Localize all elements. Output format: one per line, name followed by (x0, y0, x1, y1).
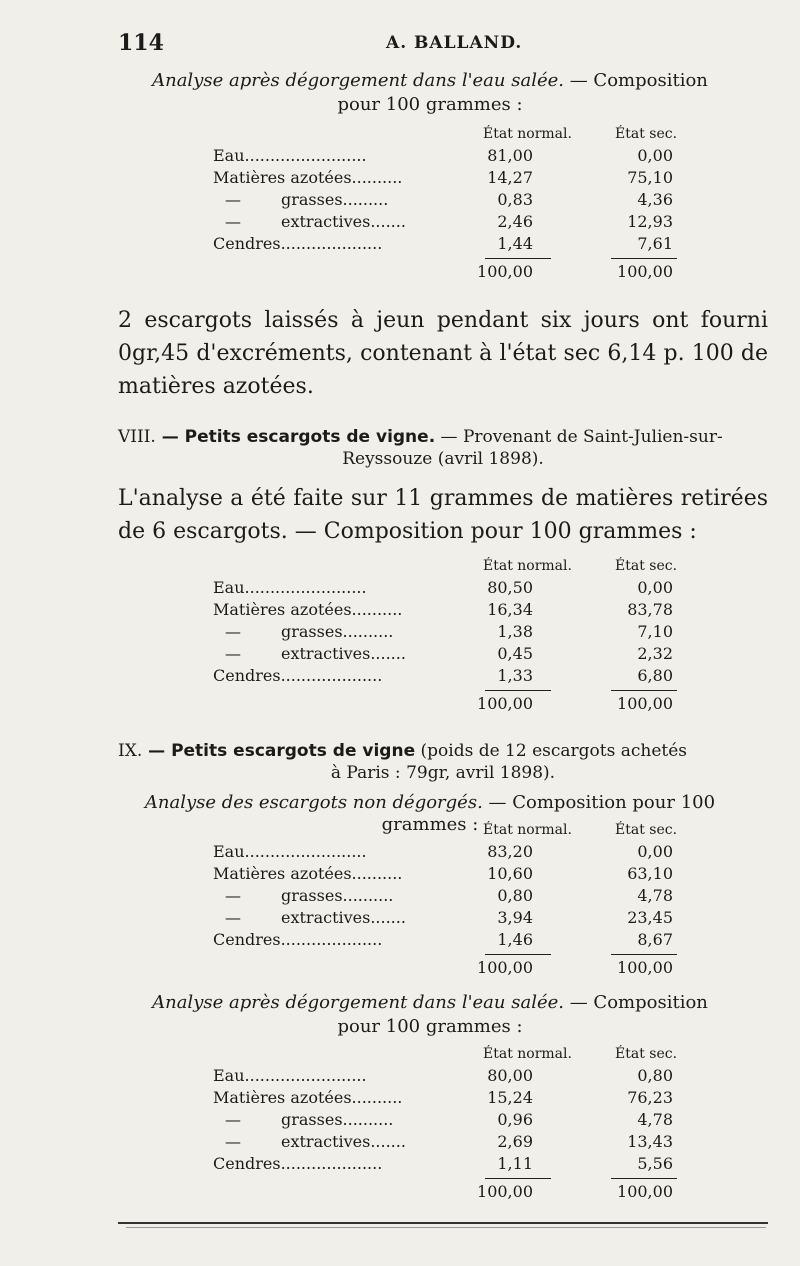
col-header-sec: État sec. (615, 126, 678, 142)
value-normal: 10,60 (487, 864, 533, 883)
row-label: Eau........................ (213, 842, 367, 861)
row-label (213, 886, 393, 905)
table-row (213, 578, 683, 600)
ditto-dash: — (225, 908, 241, 927)
value-sec: 76,23 (627, 1088, 673, 1107)
row-label: Matières azotées.......... (213, 1088, 403, 1107)
col-header-normal: État normal. (483, 126, 572, 142)
value-sec: 8,67 (637, 930, 673, 949)
table-row (213, 212, 683, 234)
value-sec: 7,61 (637, 234, 673, 253)
row-label-text: extractives....... (281, 212, 406, 231)
col-header-normal: État normal. (483, 1046, 572, 1062)
value-sec: 4,78 (637, 886, 673, 905)
table-row (213, 842, 683, 864)
table-row (213, 1132, 683, 1154)
row-label-text: grasses.......... (281, 1110, 394, 1129)
value-sec: 75,10 (627, 168, 673, 187)
value-sec: 2,32 (637, 644, 673, 663)
table-row (213, 600, 683, 622)
row-label-text: grasses.......... (281, 886, 394, 905)
value-sec: 63,10 (627, 864, 673, 883)
row-label (213, 1132, 406, 1151)
table3 (213, 822, 683, 988)
table3-caption: Analyse des escargots non dégorgés. — Composition pour 100 grammes : (144, 792, 716, 835)
value-sec: 0,80 (637, 1066, 673, 1085)
row-label (213, 212, 406, 231)
table-row (213, 234, 683, 256)
value-sec: 5,56 (637, 1154, 673, 1173)
value-sec: 0,00 (637, 146, 673, 165)
value-normal: 80,00 (487, 1066, 533, 1085)
table4-caption: Analyse après dégorgement dans l'eau salée. — Composition (152, 992, 708, 1013)
row-label (213, 622, 393, 641)
col-header-normal: État normal. (483, 558, 572, 574)
total-row (213, 694, 683, 716)
row-label: Eau........................ (213, 578, 367, 597)
table1-caption: Analyse après dégorgement dans l'eau salée. — Composition (152, 70, 708, 91)
col-header-sec: État sec. (615, 822, 678, 838)
bottom-rule-thin (126, 1227, 766, 1228)
row-label (213, 908, 406, 927)
paragraph-excrements: 2 escargots laissés à jeun pendant six jours ont fourni 0gr,45 d'excréments, contenant à l'état sec 6,14 p. 100 de matières azotées. (118, 308, 768, 399)
sum-rule (611, 1178, 677, 1179)
total-normal: 100,00 (477, 694, 533, 713)
section-ix-heading-line2: à Paris : 79gr, avril 1898). (330, 763, 556, 783)
value-normal: 1,46 (497, 930, 533, 949)
row-label: Cendres.................... (213, 234, 383, 253)
sum-rule (611, 954, 677, 955)
total-normal: 100,00 (477, 262, 533, 281)
section-viii-heading: VIII. — Petits escargots de vigne. — Provenant de Saint-Julien-sur- (118, 427, 723, 447)
ditto-dash: — (225, 886, 241, 905)
value-normal: 80,50 (487, 578, 533, 597)
sum-rule (611, 690, 677, 691)
ditto-dash: — (225, 1110, 241, 1129)
value-normal: 0,45 (497, 644, 533, 663)
table-row (213, 146, 683, 168)
table4-caption-line2: pour 100 grammes : (337, 1016, 523, 1037)
value-normal: 16,34 (487, 600, 533, 619)
value-normal: 2,46 (497, 212, 533, 231)
section-viii-heading-line2: Reyssouze (avril 1898). (342, 449, 544, 469)
value-sec: 83,78 (627, 600, 673, 619)
value-normal: 3,94 (497, 908, 533, 927)
table-row (213, 1088, 683, 1110)
table2 (213, 558, 683, 724)
table-row (213, 168, 683, 190)
sum-rule (611, 258, 677, 259)
row-label: Cendres.................... (213, 930, 383, 949)
total-sec: 100,00 (617, 262, 673, 281)
row-label-text: grasses.......... (281, 622, 394, 641)
value-normal: 0,96 (497, 1110, 533, 1129)
table-row (213, 1066, 683, 1088)
row-label-text: extractives....... (281, 908, 406, 927)
value-normal: 1,11 (497, 1154, 533, 1173)
page-number: 114 (118, 30, 164, 56)
total-row (213, 262, 683, 284)
table-row (213, 190, 683, 212)
table-row (213, 930, 683, 952)
row-label: Eau........................ (213, 146, 367, 165)
total-row (213, 958, 683, 980)
value-normal: 15,24 (487, 1088, 533, 1107)
row-label-text: extractives....... (281, 1132, 406, 1151)
value-sec: 13,43 (627, 1132, 673, 1151)
row-label (213, 190, 388, 209)
page-header (118, 30, 738, 56)
value-normal: 14,27 (487, 168, 533, 187)
total-normal: 100,00 (477, 958, 533, 977)
row-label: Matières azotées.......... (213, 864, 403, 883)
total-row (213, 1182, 683, 1204)
row-label: Matières azotées.......... (213, 168, 403, 187)
value-normal: 1,38 (497, 622, 533, 641)
section-ix-heading: IX. — Petits escargots de vigne (poids de 12 escargots achetés (118, 741, 688, 761)
table-row (213, 908, 683, 930)
table-row (213, 644, 683, 666)
table-row (213, 1110, 683, 1132)
row-label-text: grasses......... (281, 190, 389, 209)
value-sec: 0,00 (637, 578, 673, 597)
total-sec: 100,00 (617, 1182, 673, 1201)
total-sec: 100,00 (617, 958, 673, 977)
value-normal: 1,33 (497, 666, 533, 685)
table1 (213, 126, 683, 296)
paragraph-analysis-viii: L'analyse a été faite sur 11 grammes de matières retirées de 6 escargots. — Composition pour 100 grammes : (118, 486, 768, 544)
total-normal: 100,00 (477, 1182, 533, 1201)
value-sec: 12,93 (627, 212, 673, 231)
table-row (213, 666, 683, 688)
table-row (213, 864, 683, 886)
value-sec: 4,78 (637, 1110, 673, 1129)
total-sec: 100,00 (617, 694, 673, 713)
sum-rule (485, 258, 551, 259)
row-label: Eau........................ (213, 1066, 367, 1085)
table-row (213, 1154, 683, 1176)
col-header-sec: État sec. (615, 1046, 678, 1062)
value-normal: 81,00 (487, 146, 533, 165)
col-header-normal: État normal. (483, 822, 572, 838)
value-sec: 23,45 (627, 908, 673, 927)
value-sec: 7,10 (637, 622, 673, 641)
value-normal: 0,83 (497, 190, 533, 209)
row-label: Matières azotées.......... (213, 600, 403, 619)
value-normal: 1,44 (497, 234, 533, 253)
sum-rule (485, 690, 551, 691)
sum-rule (485, 1178, 551, 1179)
table-row (213, 622, 683, 644)
ditto-dash: — (225, 622, 241, 641)
value-sec: 6,80 (637, 666, 673, 685)
value-sec: 0,00 (637, 842, 673, 861)
ditto-dash: — (225, 644, 241, 663)
running-head: A. BALLAND. (386, 33, 523, 53)
row-label-text: extractives....... (281, 644, 406, 663)
table-row (213, 886, 683, 908)
bottom-rule (118, 1222, 768, 1224)
sum-rule (485, 954, 551, 955)
value-normal: 0,80 (497, 886, 533, 905)
value-sec: 4,36 (637, 190, 673, 209)
table4 (213, 1046, 683, 1212)
ditto-dash: — (225, 212, 241, 231)
col-header-sec: État sec. (615, 558, 678, 574)
ditto-dash: — (225, 190, 241, 209)
row-label (213, 1110, 393, 1129)
row-label: Cendres.................... (213, 1154, 383, 1173)
value-normal: 2,69 (497, 1132, 533, 1151)
table1-caption-line2: pour 100 grammes : (337, 94, 523, 115)
value-normal: 83,20 (487, 842, 533, 861)
row-label (213, 644, 406, 663)
ditto-dash: — (225, 1132, 241, 1151)
row-label: Cendres.................... (213, 666, 383, 685)
